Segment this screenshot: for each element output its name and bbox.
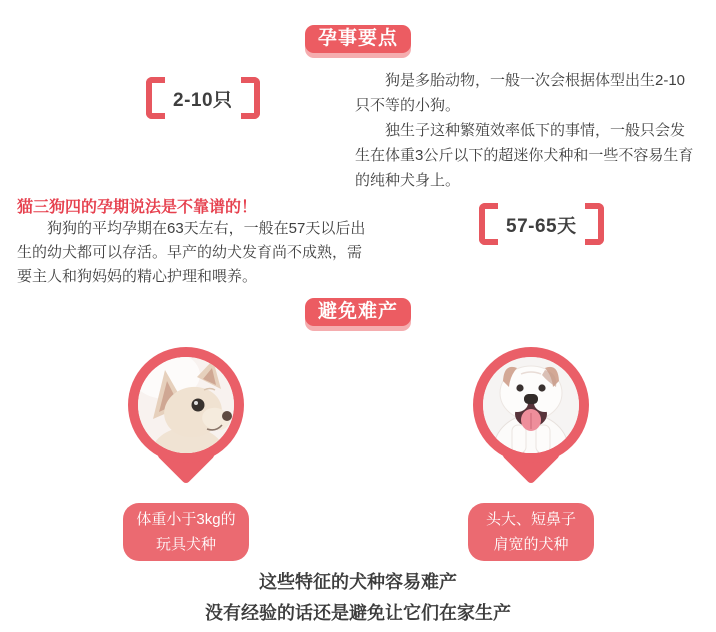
gestation-description: 狗狗的平均孕期在63天左右，一般在57天以后出生的幼犬都可以存活。早产的幼犬发育尚不成熟，需要主人和狗妈妈的精心护理和喂养。 bbox=[17, 220, 366, 285]
chihuahua-illustration bbox=[138, 357, 234, 453]
chihuahua-photo bbox=[138, 357, 234, 453]
litter-description bbox=[355, 68, 695, 193]
bracket-left-icon bbox=[146, 77, 165, 119]
label-broad-breed bbox=[468, 503, 594, 561]
badge-label: 孕事要点 bbox=[317, 28, 399, 49]
litter-count-value: 2-10只 bbox=[173, 89, 233, 111]
paragraph-multiparous: 狗是多胎动物，一般一次会根据体型出生2-10只不等的小狗。 bbox=[355, 72, 686, 114]
map-pin-broad-breed bbox=[473, 347, 589, 487]
footer-line-2: 没有经验的话还是避免让它们在家生产 bbox=[205, 603, 511, 623]
bracket-right-icon bbox=[241, 77, 260, 119]
label-line: 玩具犬种 bbox=[155, 536, 216, 553]
label-line: 体重小于3kg的 bbox=[136, 511, 236, 528]
map-pin-toy-breed bbox=[128, 347, 244, 487]
litter-count-stat bbox=[146, 77, 260, 119]
badge-label: 避免难产 bbox=[317, 301, 399, 322]
bracket-left-icon bbox=[479, 203, 498, 245]
label-line: 肩宽的犬种 bbox=[493, 536, 569, 553]
gestation-myth-heading: 猫三狗四的孕期说法是不靠谱的！ bbox=[17, 199, 258, 216]
bulldog-photo bbox=[483, 357, 579, 453]
paragraph-singleton: 独生子这种繁殖效率低下的事情，一般只会发生在体重3公斤以下的超迷你犬种和一些不容易生育的纯种犬身上。 bbox=[355, 122, 694, 189]
section-badge-pregnancy-points bbox=[305, 25, 411, 53]
gestation-days-stat bbox=[479, 203, 604, 245]
label-toy-breed bbox=[123, 503, 249, 561]
footer-line-1: 这些特征的犬种容易难产 bbox=[259, 572, 457, 592]
gestation-days-value: 57-65天 bbox=[506, 215, 577, 237]
label-line: 头大、短鼻子 bbox=[485, 511, 576, 528]
bracket-right-icon bbox=[585, 203, 604, 245]
bulldog-illustration bbox=[483, 357, 579, 453]
section-badge-avoid-dystocia bbox=[305, 298, 411, 326]
